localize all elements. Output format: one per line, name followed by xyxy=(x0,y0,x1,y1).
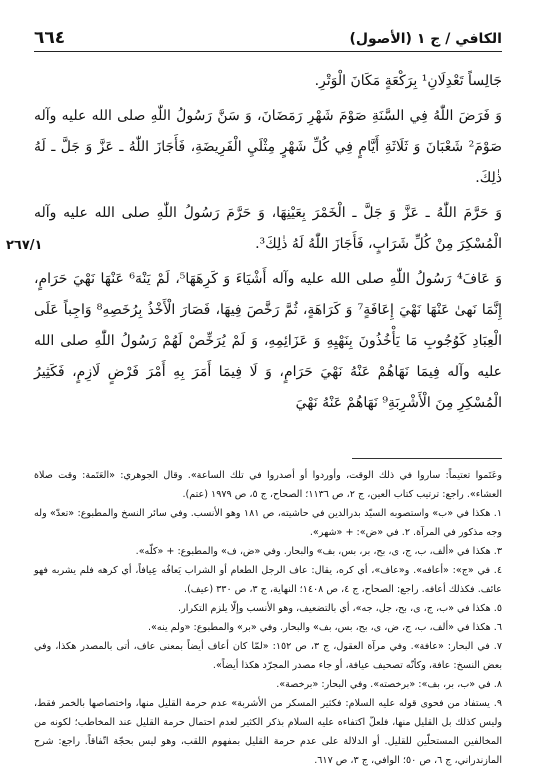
footnote: ١. هكذا في «ب» واستصوبه السيّد بدرالدين في حاشيته، ص ١٨١ وهو الأنسب. وفي سائر النسخ والمطبوع: «تعدّ» وله وجه مذكور في المرآة. ٢. في «ض»: + «شهر». xyxy=(34,508,502,538)
paragraph: وَ عَافَ⁴ رَسُولُ اللّٰهِ صلى الله عليه وآله أَشْيَاءَ وَ كَرِهَهَا⁵، لَمْ يَنْهَ⁶ عَنْهَا نَهْيَ حَرَامٍ، إِنَّمَا نَهىٰ عَنْهَا نَهْيَ إِعَافَةٍ⁷ وَ كَرَاهَةٍ، ثُمَّ رَخَّصَ فِيهَا، فَصَارَ الْأَخْذُ بِرُخَصِهِ⁸ وَاجِباً عَلَى الْعِبَادِ كَوُجُوبِ مَا يَأْخُذُونَ بِنَهْيِهِ وَ عَزَائِمِهِ، وَ لَمْ يُرَخِّصْ لَهُمْ رَسُولُ اللّٰهِ صلى الله عليه وآله فِيمَا نَهَاهُمْ عَنْهُ نَهْيَ حَرَامٍ، وَ لَا فِيمَا أَمَرَ بِهِ أَمْرَ فَرْضٍ لَازِمٍ، فَكَثِيرُ الْمُسْكِرِ مِنَ الْأَشْرِبَةِ⁹ نَهَاهُمْ عَنْهُ نَهْيَ xyxy=(34,271,502,411)
page-number: ٦٦٤ xyxy=(34,28,66,48)
paragraph: جَالِساً تَعْدِلَانِ¹ بِرَكْعَةٍ مَكَانَ الْوَتْرِ. xyxy=(314,73,502,89)
footnote: ٧. في البحار: «عافة». وفي مرآة العقول، ج ٣، ص ١٥٢: «لمّا كان أعاف أيضاً بمعنى عاف، أتى بالمصدر هكذا، وفي بعض النسخ: عافة، وكأنّه تصحيف عيافة، أو جاء مصدر المجرّد هكذا أيضاً». xyxy=(34,641,502,671)
footnote: ٨. في «ب، بر، بف»: «برخصته». وفي البحار: «برخصة». xyxy=(276,679,502,690)
footnote: ٩. يستفاد من فحوى قوله عليه السلام: فكثير المسكر من الأشربة» عدم حرمة القليل منها، واختصاصها بالخمر فقط، وليس كذلك بل القليل منها، فلعلّ اكتفاءه عليه السلام بذكر الكثير لعدم احتمال حرمة القليل عند المخاطب؛ لكونه من المخالفين المستحلّين للقليل. أو الدلالة على عدم حرمة القليل بمفهوم اللقب، وهو ليس بحجّة اتّفاقاً. راجع: شرح المازندراني، ج ٦، ص ٥٠؛ الوافي، ج ٣، ص ٦١٧. xyxy=(34,698,502,766)
margin-reference: ٢٦٧/١ xyxy=(6,238,43,253)
footnote-divider xyxy=(352,458,502,459)
main-text xyxy=(34,66,502,419)
paragraph: وَ حَرَّمَ اللّٰهُ ـ عَزَّ وَ جَلَّ ـ الْخَمْرَ بِعَيْنِهَا، وَ حَرَّمَ رَسُولُ اللّٰهِ صلى الله عليه وآله الْمُسْكِرَ مِنْ كُلِّ شَرَابٍ، فَأَجَازَ اللّٰهُ لَهُ ذٰلِكَ³. xyxy=(34,205,502,252)
footnote: ٦. هكذا في «ألف، ب، ج، ض، ى، بح، بس، بف» والبحار. وفي «بر» والمطبوع: «ولم ينه». xyxy=(148,622,502,633)
paragraph: وَ فَرَضَ اللّٰهُ فِي السَّنَةِ صَوْمَ شَهْرِ رَمَضَانَ، وَ سَنَّ رَسُولُ اللّٰهِ صلى الله عليه وآله صَوْمَ² شَعْبَانَ وَ ثَلَاثَةِ أَيَّامٍ فِي كُلِّ شَهْرٍ مِثْلَيِ الْفَرِيضَةِ، فَأَجَازَ اللّٰهُ ـ عَزَّ وَ جَلَّ ـ لَهُ ذٰلِكَ. xyxy=(34,108,502,186)
footnote: ٣. هكذا في «ألف، ب، ج، ى، بح، بر، بس، بف» والبحار. وفي «ض، ف» والمطبوع: + «كلّه». xyxy=(135,546,502,557)
book-title: الكافي / ج ١ (الأصول) xyxy=(349,31,502,47)
footnote: ٤. في «ج»: «أعافه». و«عاف»، أي كره، يقال: عاف الرجل الطعام أو الشراب يَعافُه عِيافاً، أي كرهه فلم يشربه فهو عائف. فكذلك أعافه. راجع: الصحاح، ج ٤، ص ١٤٠٨؛ النهاية، ج ٣، ص ٣٣٠ (عيف). xyxy=(34,565,502,595)
footnotes xyxy=(34,466,502,770)
running-header xyxy=(34,28,502,52)
footnote: ٥. هكذا في «ب، ج، ى، بح، جل، جه»، أي بالتضعيف، وهو الأنسب وإلّا يلزم التكرار. xyxy=(178,603,502,614)
footnote: وعَتَموا تعتيماً: ساروا في ذلك الوقت، وأوردوا أو أصدروا في تلك الساعة». وقال الجوهري: «العَتَمة: وقت صلاة العشاء». راجع: ترتيب كتاب العين، ج ٢، ص ١١٣٦؛ الصحاح، ج ٥، ص ١٩٧٩ (عتم). xyxy=(34,470,502,500)
